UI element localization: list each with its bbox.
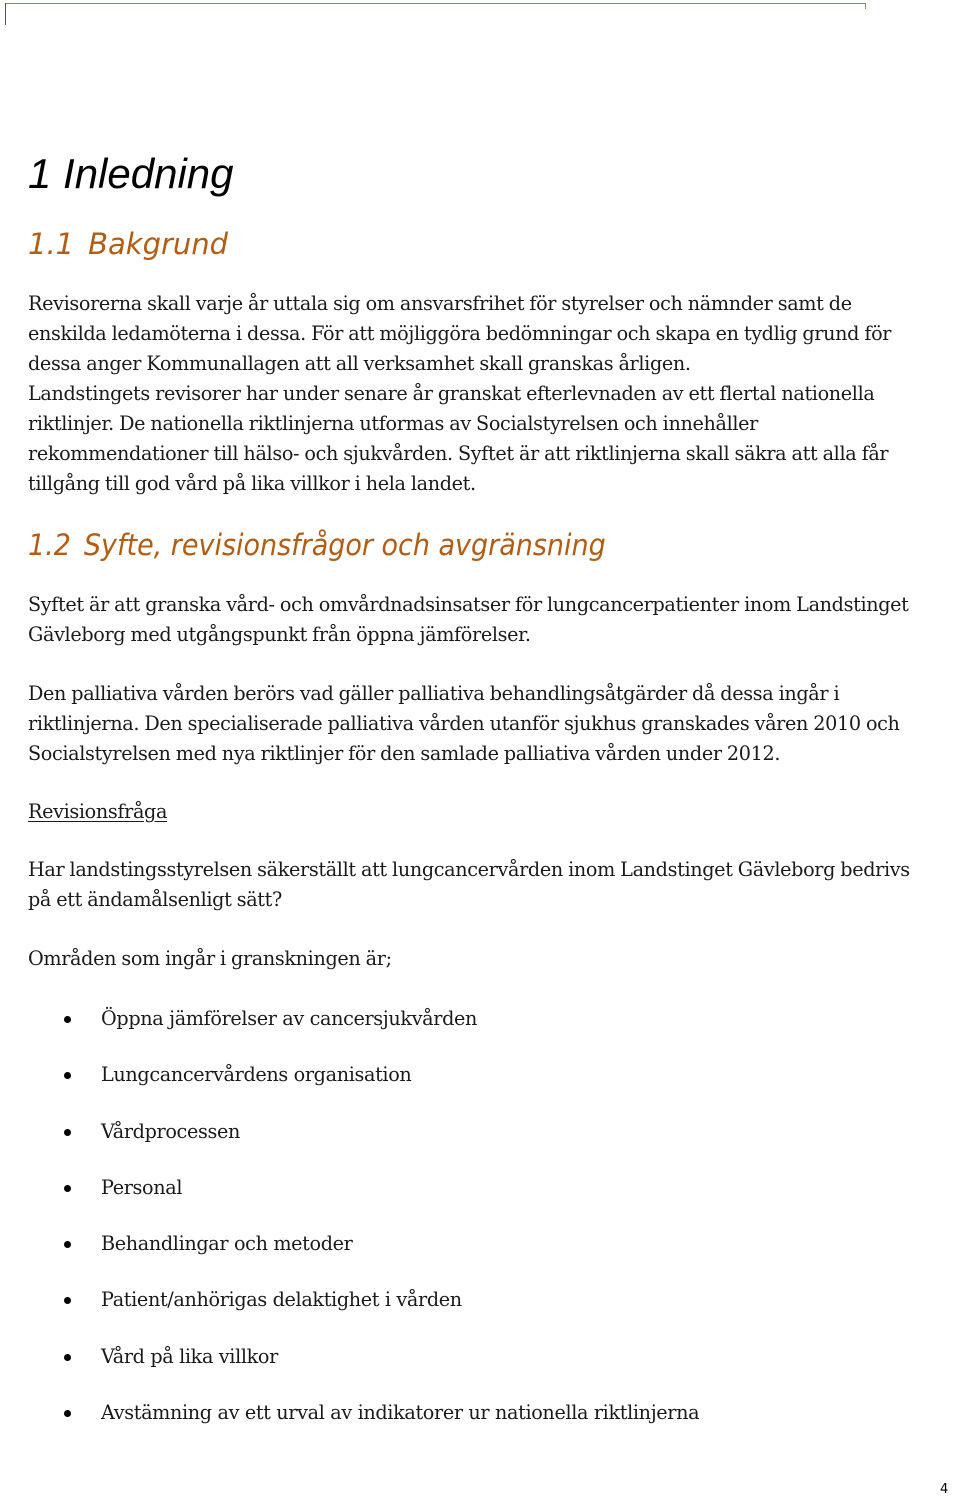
areas-list — [0, 1004, 940, 1454]
list-item — [0, 1285, 940, 1341]
paragraph-line: enskilda ledamöterna i dessa. För att möjliggöra bedömningar och skapa en tydlig grund för — [28, 322, 892, 345]
revision-question-paragraph — [28, 855, 960, 915]
section-title: Syfte, revisionsfrågor och avgränsning — [83, 528, 606, 562]
page-frame-top-line — [5, 3, 865, 4]
list-item-label: Avstämning av ett urval av indikatorer ur nationella riktlinjerna — [101, 1401, 700, 1425]
paragraph-line: tillgång till god vård på lika villkor i hela landet. — [28, 472, 476, 495]
list-item-label: Lungcancervårdens organisation — [101, 1063, 412, 1087]
list-item — [0, 1060, 940, 1116]
bullet-icon — [64, 1354, 71, 1361]
list-item-label: Personal — [101, 1175, 183, 1199]
paragraph-line: Gävleborg med utgångspunkt från öppna jämförelser. — [28, 623, 531, 646]
list-item — [0, 1398, 940, 1454]
section-heading-syfte — [28, 526, 606, 564]
section-number: 1.2 — [28, 528, 71, 562]
bullet-icon — [64, 1410, 71, 1417]
list-item-label: Öppna jämförelser av cancersjukvården — [101, 1007, 478, 1030]
list-item-label: Vård på lika villkor — [101, 1344, 278, 1368]
list-item — [0, 1173, 940, 1229]
section-title: Bakgrund — [88, 227, 229, 261]
areas-intro — [28, 944, 960, 974]
bullet-icon — [64, 1072, 71, 1079]
palliative-paragraph — [28, 679, 960, 769]
paragraph-line: riktlinjerna. Den specialiserade palliativa vården utanför sjukhus granskades våren 2010 och — [28, 712, 900, 735]
list-item — [0, 1004, 940, 1060]
paragraph-line: Landstingets revisorer har under senare år granskat efterlevnaden av ett flertal nationella — [28, 382, 875, 405]
chapter-heading: 1 Inledning — [28, 150, 234, 197]
paragraph-line: Revisorerna skall varje år uttala sig om ansvarsfrihet för styrelser och nämnder samt de — [28, 292, 852, 315]
bullet-icon — [64, 1129, 71, 1136]
page-number: 4 — [940, 1482, 949, 1497]
paragraph-line: riktlinjer. De nationella riktlinjerna utformas av Socialstyrelsen och innehåller — [28, 412, 758, 435]
paragraph-line: Har landstingsstyrelsen säkerställt att lungcancervården inom Landstinget Gävleborg bedrivs — [28, 858, 910, 881]
list-item — [0, 1342, 940, 1398]
revision-question-subheading: Revisionsfråga — [28, 800, 168, 823]
purpose-paragraph — [28, 590, 960, 650]
paragraph-line: på ett ändamålsenligt sätt? — [28, 888, 282, 911]
bullet-icon — [64, 1185, 71, 1192]
bullet-icon — [64, 1297, 71, 1304]
section-number: 1.1 — [28, 227, 75, 261]
paragraph-line: Den palliativa vården berörs vad gäller palliativa behandlingsåtgärder då dessa ingår i — [28, 682, 840, 705]
bullet-icon — [64, 1016, 71, 1023]
paragraph-line: Socialstyrelsen med nya riktlinjer för den samlade palliativa vården under 2012. — [28, 742, 781, 765]
paragraph-line: Syftet är att granska vård- och omvårdnadsinsatser för lungcancerpatienter inom Landstinget — [28, 593, 909, 616]
list-item — [0, 1229, 940, 1285]
background-paragraph — [28, 289, 960, 499]
paragraph-line: Områden som ingår i granskningen är; — [28, 947, 392, 970]
page-frame-left-line — [5, 3, 6, 25]
bullet-icon — [64, 1241, 71, 1248]
paragraph-line: rekommendationer till hälso- och sjukvården. Syftet är att riktlinjerna skall säkra att alla får — [28, 442, 889, 465]
list-item-label: Behandlingar och metoder — [101, 1232, 353, 1256]
list-item-label: Vårdprocessen — [101, 1119, 240, 1143]
list-item — [0, 1117, 940, 1173]
page-frame-right-tick — [865, 3, 866, 9]
list-item-label: Patient/anhörigas delaktighet i vården — [101, 1288, 462, 1312]
paragraph-line: dessa anger Kommunallagen att all verksamhet skall granskas årligen. — [28, 352, 691, 375]
section-heading-bakgrund — [28, 225, 228, 263]
